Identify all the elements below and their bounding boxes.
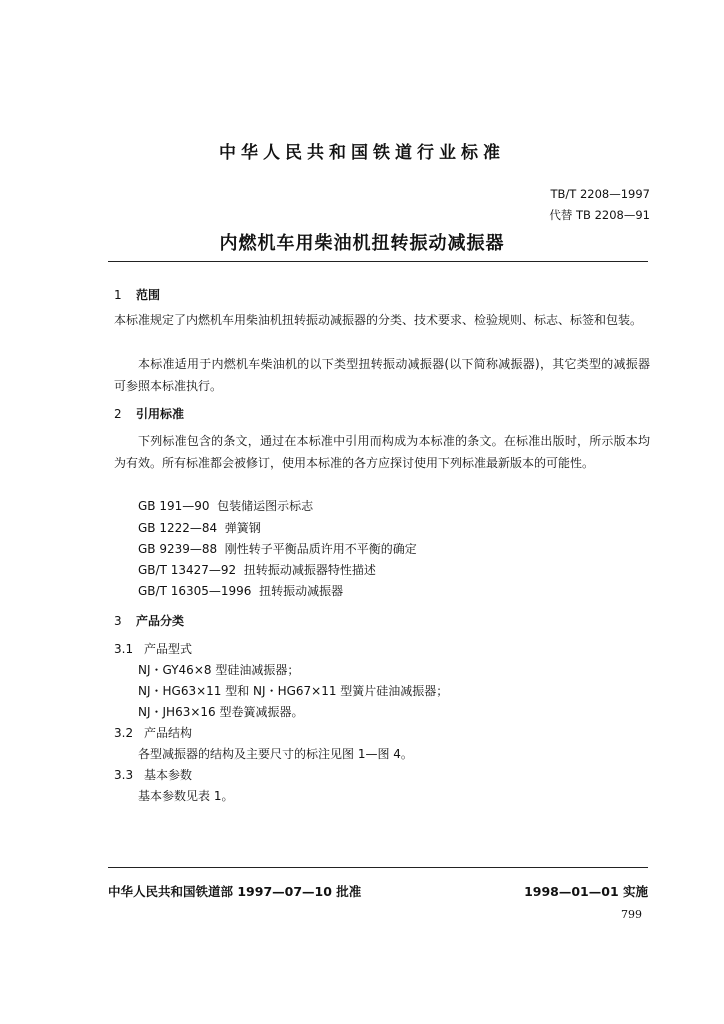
section-1-title: 范围	[136, 288, 161, 302]
subsection-3-1-title: 产品型式	[144, 642, 193, 656]
subsection-3-2-number: 3.2	[114, 726, 134, 740]
section-3-heading	[114, 612, 184, 629]
section-2-paragraph: 下列标准包含的条文，通过在本标准中引用而构成为本标准的条文。在标准出版时，所示版本均为有效。所有标准都会被修订，使用本标准的各方应探讨使用下列标准最新版本的可能性。	[114, 434, 650, 470]
section-3-number: 3	[114, 614, 122, 628]
reference-item	[138, 519, 261, 536]
section-2-heading	[114, 405, 184, 422]
header-divider	[108, 261, 648, 262]
section-1-number: 1	[114, 288, 122, 302]
reference-item	[138, 540, 417, 557]
subsection-3-3-text: 基本参数见表 1。	[138, 789, 234, 803]
subsection-3-1-heading	[114, 640, 192, 657]
reference-item	[138, 561, 376, 578]
page-number: 799	[621, 908, 642, 921]
subsection-3-2-text: 各型减振器的结构及主要尺寸的标注见图 1—图 4。	[138, 747, 413, 761]
reference-code: GB 191—90	[138, 499, 210, 513]
subsection-3-3-number: 3.3	[114, 768, 134, 782]
issuing-organization: 中华人民共和国铁道行业标准	[219, 143, 505, 163]
reference-title: 刚性转子平衡品质许用不平衡的确定	[224, 542, 417, 556]
subsection-3-3-title: 基本参数	[144, 768, 193, 782]
section-3-title: 产品分类	[136, 614, 185, 628]
reference-item	[138, 497, 313, 514]
replaces-code: 代替 TB 2208—91	[549, 208, 650, 222]
reference-title: 弹簧钢	[224, 521, 261, 535]
reference-title: 扭转振动减振器	[259, 584, 344, 598]
subsection-3-2-title: 产品结构	[144, 726, 193, 740]
standard-code: TB/T 2208—1997	[550, 187, 650, 201]
section-1-paragraph-1: 本标准规定了内燃机车用柴油机扭转振动减振器的分类、技术要求、检验规则、标志、标签和包装。	[114, 313, 643, 327]
product-type-item: NJ・HG63×11 型和 NJ・HG67×11 型簧片硅油减振器；	[138, 684, 449, 698]
reference-title: 包装储运图示标志	[217, 499, 314, 513]
reference-code: GB/T 13427—92	[138, 563, 237, 577]
section-1-paragraph-2: 本标准适用于内燃机车柴油机的以下类型扭转振动减振器(以下简称减振器)，其它类型的减振器可参照本标准执行。	[114, 357, 650, 393]
section-2-number: 2	[114, 407, 122, 421]
subsection-3-1-number: 3.1	[114, 642, 134, 656]
reference-code: GB/T 16305—1996	[138, 584, 252, 598]
section-1-heading	[114, 286, 160, 303]
reference-item	[138, 582, 343, 599]
reference-code: GB 9239—88	[138, 542, 218, 556]
subsection-3-2-heading	[114, 724, 192, 741]
section-2-title: 引用标准	[136, 407, 185, 421]
subsection-3-3-heading	[114, 766, 192, 783]
reference-title: 扭转振动减振器特性描述	[243, 563, 376, 577]
implementation-date: 1998—01—01 实施	[524, 884, 648, 899]
product-type-item: NJ・GY46×8 型硅油减振器；	[138, 663, 300, 677]
footer-divider	[108, 867, 648, 868]
document-title: 内燃机车用柴油机扭转振动减振器	[219, 233, 505, 254]
approval-line: 中华人民共和国铁道部 1997—07—10 批准	[108, 884, 362, 899]
product-type-item: NJ・JH63×16 型卷簧减振器。	[138, 705, 304, 719]
reference-code: GB 1222—84	[138, 521, 218, 535]
